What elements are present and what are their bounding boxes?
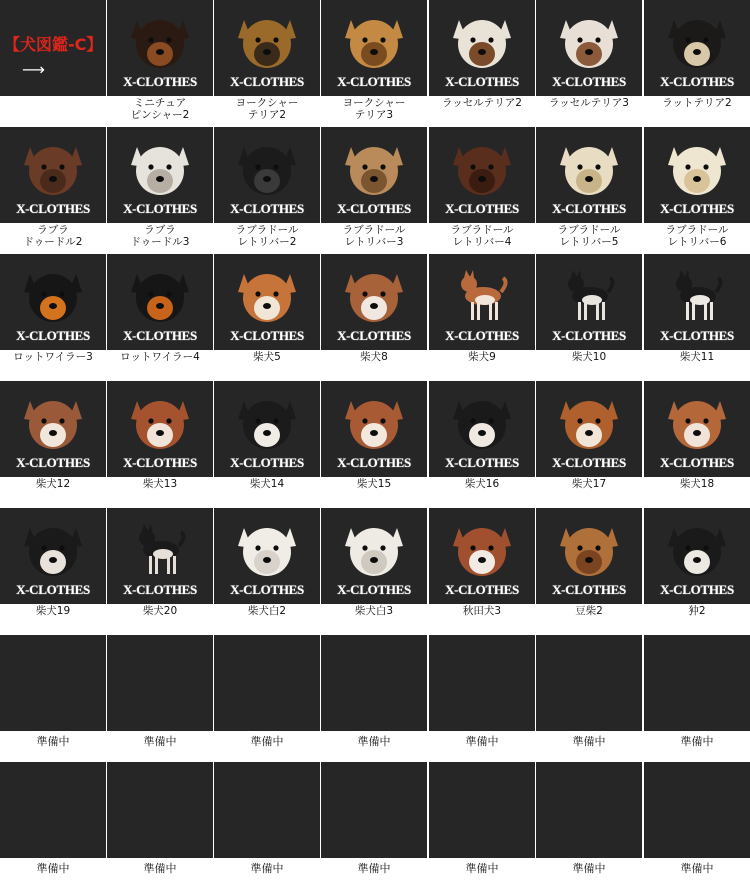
brand-label: X-CLOTHES — [445, 455, 519, 470]
empty-tile[interactable] — [214, 762, 320, 858]
dog-design-item[interactable] — [214, 254, 320, 380]
dog-icon — [321, 6, 427, 76]
dog-breed-label: ロットワイラー4 — [120, 351, 200, 363]
dog-icon — [107, 260, 213, 330]
dog-design-item[interactable] — [321, 254, 427, 380]
dog-icon — [644, 387, 750, 457]
dog-breed-label: 柴犬15 — [356, 478, 392, 490]
design-tile[interactable] — [214, 0, 320, 96]
design-tile[interactable] — [0, 254, 106, 350]
brand-label: X-CLOTHES — [16, 328, 90, 343]
placeholder-item[interactable] — [214, 762, 320, 888]
dog-design-item[interactable] — [536, 508, 642, 634]
brand-label: X-CLOTHES — [552, 201, 626, 216]
brand-label: X-CLOTHES — [660, 328, 734, 343]
dog-design-item[interactable] — [644, 381, 750, 507]
dog-design-item[interactable] — [536, 0, 642, 126]
dog-design-item[interactable] — [536, 127, 642, 253]
brand-label: X-CLOTHES — [337, 328, 411, 343]
empty-tile[interactable] — [429, 762, 535, 858]
brand-label: X-CLOTHES — [123, 201, 197, 216]
placeholder-item[interactable] — [536, 762, 642, 888]
dog-breed-label: 柴犬9 — [468, 351, 496, 363]
header-cell — [0, 0, 106, 96]
dog-icon — [644, 6, 750, 76]
design-tile[interactable] — [214, 508, 320, 604]
dog-design-item[interactable] — [429, 508, 535, 634]
design-tile[interactable] — [321, 127, 427, 223]
brand-label: X-CLOTHES — [123, 74, 197, 89]
dog-icon — [0, 514, 106, 584]
empty-tile[interactable] — [429, 635, 535, 731]
dog-breed-label: 柴犬10 — [571, 351, 607, 363]
design-tile[interactable] — [429, 508, 535, 604]
design-tile[interactable] — [214, 381, 320, 477]
dog-design-item[interactable] — [0, 381, 106, 507]
dog-breed-label: 柴犬18 — [679, 478, 715, 490]
placeholder-label: 準備中 — [250, 862, 284, 875]
dog-breed-label: 柴犬白3 — [354, 605, 394, 617]
brand-label: X-CLOTHES — [230, 328, 304, 343]
dog-design-item[interactable] — [644, 508, 750, 634]
dog-icon — [429, 260, 535, 330]
dog-design-item[interactable] — [644, 127, 750, 253]
brand-label: X-CLOTHES — [552, 582, 626, 597]
dog-breed-label: ラブラドール レトリバー2 — [235, 224, 299, 248]
dog-breed-label: 柴犬14 — [249, 478, 285, 490]
design-tile[interactable] — [536, 254, 642, 350]
dog-breed-label: ラブラ ドゥードル3 — [130, 224, 190, 248]
design-tile[interactable] — [644, 254, 750, 350]
dog-icon — [107, 387, 213, 457]
dog-icon — [536, 133, 642, 203]
placeholder-item[interactable] — [644, 762, 750, 888]
design-tile[interactable] — [321, 254, 427, 350]
dog-design-item[interactable] — [321, 127, 427, 253]
brand-label: X-CLOTHES — [660, 74, 734, 89]
dog-icon — [644, 260, 750, 330]
dog-icon — [429, 133, 535, 203]
dog-icon — [644, 133, 750, 203]
design-tile[interactable] — [644, 508, 750, 604]
empty-tile[interactable] — [0, 762, 106, 858]
design-tile[interactable] — [107, 381, 213, 477]
brand-label: X-CLOTHES — [445, 201, 519, 216]
dog-breed-label: 柴犬12 — [35, 478, 71, 490]
dog-design-item[interactable] — [644, 0, 750, 126]
dog-icon — [214, 6, 320, 76]
dog-design-item[interactable] — [429, 0, 535, 126]
design-tile[interactable] — [214, 127, 320, 223]
empty-tile[interactable] — [536, 635, 642, 731]
dog-design-item[interactable] — [536, 381, 642, 507]
dog-breed-label: 秋田犬3 — [462, 605, 502, 617]
dog-breed-label: ラットテリア2 — [662, 97, 732, 109]
dog-icon — [107, 514, 213, 584]
catalog-title: 【犬図鑑-C】 — [4, 35, 103, 54]
placeholder-label: 準備中 — [572, 735, 606, 748]
dog-icon — [536, 514, 642, 584]
brand-label: X-CLOTHES — [337, 455, 411, 470]
dog-breed-label: ロットワイラー3 — [13, 351, 93, 363]
dog-icon — [321, 387, 427, 457]
brand-label: X-CLOTHES — [445, 328, 519, 343]
brand-label: X-CLOTHES — [552, 455, 626, 470]
dog-icon — [321, 514, 427, 584]
design-tile[interactable] — [429, 381, 535, 477]
design-tile[interactable] — [0, 127, 106, 223]
placeholder-label: 準備中 — [36, 735, 70, 748]
placeholder-label: 準備中 — [465, 735, 499, 748]
dog-breed-label: 柴犬17 — [571, 478, 607, 490]
brand-label: X-CLOTHES — [123, 455, 197, 470]
dog-breed-label: ラブラ ドゥードル2 — [23, 224, 83, 248]
dog-design-item[interactable] — [536, 254, 642, 380]
dog-breed-label: ヨークシャー テリア2 — [235, 97, 299, 121]
dog-icon — [429, 514, 535, 584]
dog-design-item[interactable] — [429, 127, 535, 253]
design-tile[interactable] — [107, 254, 213, 350]
dog-design-item[interactable] — [429, 381, 535, 507]
design-tile[interactable] — [321, 508, 427, 604]
dog-breed-label: 柴犬白2 — [247, 605, 287, 617]
design-tile[interactable] — [536, 508, 642, 604]
brand-label: X-CLOTHES — [16, 455, 90, 470]
placeholder-item[interactable] — [214, 635, 320, 761]
design-tile[interactable] — [107, 0, 213, 96]
dog-design-item[interactable] — [107, 508, 213, 634]
dog-breed-label: ヨークシャー テリア3 — [342, 97, 406, 121]
empty-tile[interactable] — [536, 762, 642, 858]
dog-breed-label: ラブラドール レトリバー6 — [665, 224, 729, 248]
placeholder-item[interactable] — [321, 762, 427, 888]
dog-breed-label: 柴犬19 — [35, 605, 71, 617]
brand-label: X-CLOTHES — [445, 582, 519, 597]
dog-design-item[interactable] — [429, 254, 535, 380]
empty-tile[interactable] — [321, 762, 427, 858]
brand-label: X-CLOTHES — [552, 328, 626, 343]
dog-breed-label: 柴犬20 — [142, 605, 178, 617]
brand-label: X-CLOTHES — [123, 328, 197, 343]
dog-breed-label: ラブラドール レトリバー3 — [342, 224, 406, 248]
dog-icon — [429, 6, 535, 76]
brand-label: X-CLOTHES — [337, 582, 411, 597]
dog-design-item[interactable] — [107, 381, 213, 507]
header-tile — [0, 0, 106, 96]
design-tile[interactable] — [214, 254, 320, 350]
dog-icon — [214, 387, 320, 457]
design-tile[interactable] — [644, 127, 750, 223]
dog-icon — [0, 133, 106, 203]
dog-design-item[interactable] — [644, 254, 750, 380]
brand-label: X-CLOTHES — [660, 582, 734, 597]
placeholder-label: 準備中 — [143, 862, 177, 875]
dog-design-item[interactable] — [0, 254, 106, 380]
placeholder-item[interactable] — [429, 635, 535, 761]
dog-icon — [536, 387, 642, 457]
dog-icon — [214, 260, 320, 330]
placeholder-item[interactable] — [0, 635, 106, 761]
dog-icon — [0, 387, 106, 457]
design-tile[interactable] — [429, 254, 535, 350]
design-tile[interactable] — [321, 0, 427, 96]
design-tile[interactable] — [107, 508, 213, 604]
dog-breed-label: ラブラドール レトリバー4 — [450, 224, 514, 248]
placeholder-label: 準備中 — [36, 862, 70, 875]
empty-tile[interactable] — [107, 762, 213, 858]
dog-breed-label: 柴犬13 — [142, 478, 178, 490]
dog-icon — [214, 514, 320, 584]
placeholder-label: 準備中 — [680, 862, 714, 875]
dog-breed-label: 狆2 — [688, 605, 706, 617]
dog-breed-label: ラッセルテリア2 — [442, 97, 522, 109]
brand-label: X-CLOTHES — [123, 582, 197, 597]
brand-label: X-CLOTHES — [660, 201, 734, 216]
dog-icon — [107, 6, 213, 76]
dog-icon — [536, 260, 642, 330]
brand-label: X-CLOTHES — [445, 74, 519, 89]
dog-design-item[interactable] — [0, 127, 106, 253]
brand-label: X-CLOTHES — [660, 455, 734, 470]
dog-icon — [536, 6, 642, 76]
dog-design-item[interactable] — [107, 0, 213, 126]
dog-breed-label: 柴犬11 — [679, 351, 715, 363]
dog-design-item[interactable] — [0, 508, 106, 634]
placeholder-item[interactable] — [0, 762, 106, 888]
design-tile[interactable] — [644, 381, 750, 477]
design-tile[interactable] — [107, 127, 213, 223]
dog-breed-label: 柴犬8 — [360, 351, 388, 363]
placeholder-item[interactable] — [429, 762, 535, 888]
empty-tile[interactable] — [321, 635, 427, 731]
design-tile[interactable] — [321, 381, 427, 477]
placeholder-item[interactable] — [644, 635, 750, 761]
dog-design-item[interactable] — [214, 508, 320, 634]
placeholder-label: 準備中 — [250, 735, 284, 748]
dog-design-item[interactable] — [214, 0, 320, 126]
brand-label: X-CLOTHES — [230, 582, 304, 597]
placeholder-item[interactable] — [321, 635, 427, 761]
dog-design-item[interactable] — [214, 381, 320, 507]
dog-icon — [321, 133, 427, 203]
empty-tile[interactable] — [644, 635, 750, 731]
placeholder-label: 準備中 — [357, 735, 391, 748]
dog-icon — [107, 133, 213, 203]
dog-design-item[interactable] — [321, 381, 427, 507]
placeholder-item[interactable] — [536, 635, 642, 761]
placeholder-item[interactable] — [107, 762, 213, 888]
design-tile[interactable] — [536, 127, 642, 223]
placeholder-label: 準備中 — [143, 735, 177, 748]
placeholder-label: 準備中 — [680, 735, 714, 748]
design-tile[interactable] — [429, 0, 535, 96]
empty-tile[interactable] — [214, 635, 320, 731]
brand-label: X-CLOTHES — [337, 74, 411, 89]
dog-icon — [0, 260, 106, 330]
dog-design-item[interactable] — [321, 0, 427, 126]
dog-icon — [214, 133, 320, 203]
placeholder-label: 準備中 — [357, 862, 391, 875]
design-tile[interactable] — [536, 381, 642, 477]
brand-label: X-CLOTHES — [230, 201, 304, 216]
brand-label: X-CLOTHES — [16, 201, 90, 216]
design-tile[interactable] — [429, 127, 535, 223]
dog-icon — [321, 260, 427, 330]
brand-label: X-CLOTHES — [230, 74, 304, 89]
empty-tile[interactable] — [0, 635, 106, 731]
brand-label: X-CLOTHES — [337, 201, 411, 216]
empty-tile[interactable] — [107, 635, 213, 731]
dog-icon — [429, 387, 535, 457]
dog-design-item[interactable] — [107, 127, 213, 253]
dog-breed-label: ラッセルテリア3 — [549, 97, 629, 109]
empty-tile[interactable] — [644, 762, 750, 858]
placeholder-label: 準備中 — [572, 862, 606, 875]
brand-label: X-CLOTHES — [552, 74, 626, 89]
design-tile[interactable] — [0, 508, 106, 604]
dog-breed-label: 柴犬5 — [253, 351, 281, 363]
brand-label: X-CLOTHES — [230, 455, 304, 470]
design-tile[interactable] — [644, 0, 750, 96]
dog-breed-label: ラブラドール レトリバー5 — [557, 224, 621, 248]
arrow-right-icon: ⟶ — [22, 60, 45, 79]
design-tile[interactable] — [536, 0, 642, 96]
placeholder-item[interactable] — [107, 635, 213, 761]
dog-breed-label: 柴犬16 — [464, 478, 500, 490]
dog-icon — [644, 514, 750, 584]
dog-design-item[interactable] — [214, 127, 320, 253]
dog-breed-label: 豆柴2 — [575, 605, 603, 617]
dog-design-item[interactable] — [321, 508, 427, 634]
brand-label: X-CLOTHES — [16, 582, 90, 597]
dog-design-item[interactable] — [107, 254, 213, 380]
design-tile[interactable] — [0, 381, 106, 477]
placeholder-label: 準備中 — [465, 862, 499, 875]
dog-breed-label: ミニチュア ピンシャー2 — [130, 97, 190, 121]
